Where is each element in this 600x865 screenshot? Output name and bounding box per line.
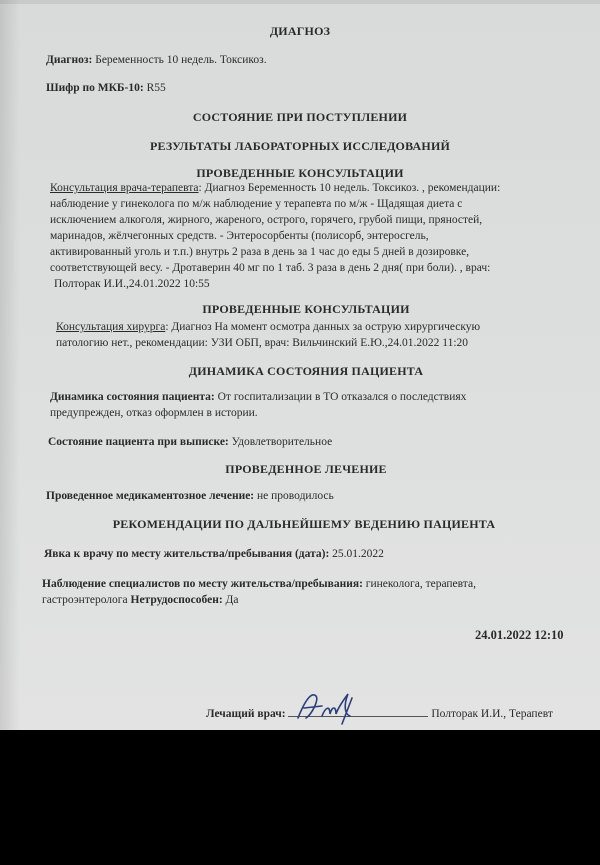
dynamics-line-1: Динамика состояния пациента: От госпитализации в ТО отказался о последствиях	[50, 391, 467, 403]
therapist-consult-label: Консультация врача-терапевта	[50, 182, 199, 194]
disability-value: Да	[222, 594, 239, 606]
therapist-line-2: наблюдение у гинеколога по м/ж наблюдение у терапевта по м/ж - Щадящая диета с	[50, 198, 463, 210]
treatment-heading: ПРОВЕДЕННОЕ ЛЕЧЕНИЕ	[225, 462, 387, 476]
diagnosis-value: Беременность 10 недель. Токсикоз.	[95, 54, 267, 66]
observation-line-1: Наблюдение специалистов по месту жительства/пребывания: гинеколога, терапевта,	[42, 578, 476, 590]
treatment-line	[46, 488, 334, 504]
surgeon-consult-label: Консультация хирурга	[56, 321, 166, 333]
icd-label: Шифр по МКБ-10:	[46, 82, 144, 94]
therapist-consultation	[50, 180, 570, 292]
discharge-state	[48, 434, 332, 450]
surgeon-line-2: патологию нет., рекомендации: УЗИ ОБП, врач: Вильчинский Е.Ю.,24.01.2022 11:20	[56, 337, 469, 349]
therapist-line-4: маринадов, жёлчегонных средств. - Энтеросорбенты (полисорб, энтеросгель,	[50, 230, 429, 242]
therapist-line-1: Консультация врача-терапевта: Диагноз Беременность 10 недель. Токсикоз. , рекомендации:	[50, 182, 501, 194]
observation-line-2: гастроэнтеролога Нетрудоспособен: Да	[42, 594, 239, 606]
recommendations-heading: РЕКОМЕНДАЦИИ ПО ДАЛЬНЕЙШЕМУ ВЕДЕНИЮ ПАЦИЕНТА	[112, 517, 496, 531]
diagnosis-line	[46, 52, 267, 68]
handwritten-signature	[292, 688, 382, 728]
therapist-line-7: Полторак И.И.,24.01.2022 10:55	[54, 278, 210, 290]
black-bottom-area	[0, 730, 600, 865]
dynamics-block	[50, 389, 570, 421]
discharge-label: Состояние пациента при выписке:	[48, 436, 229, 448]
treatment-label: Проведенное медикаментозное лечение:	[46, 490, 255, 502]
doctor-name: Полторак И.И., Терапевт	[431, 708, 553, 720]
lab-results-heading: РЕЗУЛЬТАТЫ ЛАБОРАТОРНЫХ ИССЛЕДОВАНИЙ	[149, 139, 451, 153]
admission-heading: СОСТОЯНИЕ ПРИ ПОСТУПЛЕНИИ	[192, 110, 408, 124]
visit-label: Явка к врачу по месту жительства/пребывания (дата):	[44, 548, 330, 560]
visit-line	[44, 546, 384, 562]
discharge-value: Удовлетворительное	[228, 436, 333, 448]
dynamics-heading: ДИНАМИКА СОСТОЯНИЯ ПАЦИЕНТА	[188, 364, 424, 378]
diagnosis-label: Диагноз:	[46, 54, 93, 66]
signature-line	[206, 704, 553, 722]
specialist-observation	[42, 576, 582, 608]
dynamics-label: Динамика состояния пациента:	[50, 391, 215, 403]
therapist-line-3: исключением алкоголя, жирного, жареного, острого, горячего, грубой пищи, пряностей,	[50, 214, 483, 226]
page-top-edge	[0, 0, 600, 4]
therapist-line-5: активированный уголь и т.п.) внутрь 2 раза в день за 1 час до еды 5 дней в дозировке,	[50, 246, 470, 258]
consultations-heading-2: ПРОВЕДЕННЫЕ КОНСУЛЬТАЦИИ	[202, 302, 410, 316]
disability-label: Нетрудоспособен:	[130, 594, 223, 606]
observation-label: Наблюдение специалистов по месту жительства/пребывания:	[42, 578, 363, 590]
document-datetime: 24.01.2022 12:10	[475, 628, 564, 642]
consultations-heading: ПРОВЕДЕННЫЕ КОНСУЛЬТАЦИИ	[196, 166, 404, 180]
therapist-line-6: соответствующей весу. - Дротаверин 40 мг по 1 таб. 3 раза в день 2 дня( при боли). , врач:	[50, 262, 491, 274]
surgeon-line-1: Консультация хирурга: Диагноз На момент осмотра данных за острую хирургическую	[56, 321, 481, 333]
signature-field	[288, 704, 428, 717]
dynamics-line-2: предупрежден, отказ оформлен в истории.	[50, 407, 258, 419]
visit-date: 25.01.2022	[329, 548, 384, 560]
treatment-value: не проводилось	[254, 490, 334, 502]
surgeon-consultation	[56, 319, 576, 351]
icd-value: R55	[146, 82, 166, 94]
icd-line	[46, 80, 166, 96]
doctor-label: Лечащий врач:	[206, 708, 286, 720]
diagnosis-heading: ДИАГНОЗ	[269, 24, 331, 38]
